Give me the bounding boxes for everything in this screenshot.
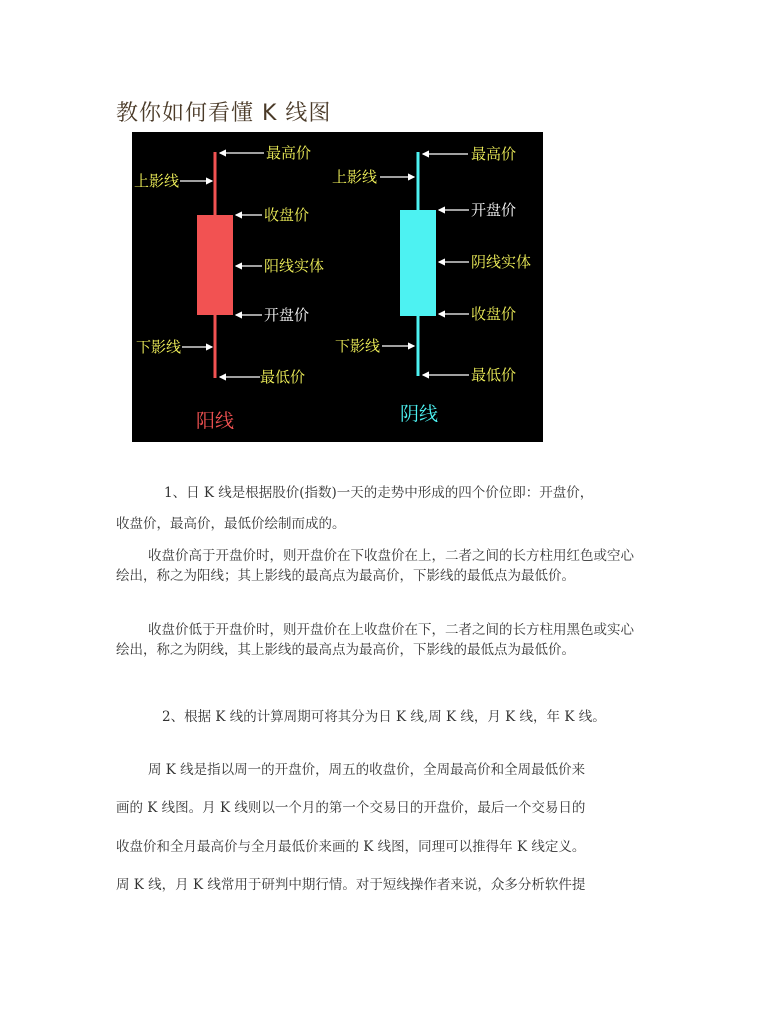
label-upper-shadow: 上影线 (134, 172, 180, 190)
paragraph-3: 收盘价低于开盘价时，则开盘价在上收盘价在下，二者之间的长方柱用黑色或实心绘出，称之为阴线，其上影线的最高点为最高价，下影线的最低点为最低价。 (116, 622, 634, 658)
label-close-right: 收盘价 (471, 305, 517, 323)
label-body: 阳线实体 (264, 257, 325, 275)
label-lower-shadow: 下影线 (136, 338, 182, 356)
label-body-right: 阴线实体 (471, 253, 532, 271)
label-highest: 最高价 (266, 144, 312, 162)
bullish-candle (134, 144, 324, 432)
label-lowest: 最低价 (260, 368, 306, 386)
bullish-body (197, 215, 233, 315)
label-close: 收盘价 (264, 206, 310, 224)
label-lower-shadow-right: 下影线 (335, 337, 381, 355)
label-highest-right: 最高价 (471, 145, 517, 163)
label-lowest-right: 最低价 (471, 366, 517, 384)
paragraph-4: 2、根据 K 线的计算周期可将其分为日 K 线,周 K 线，月 K 线，年 K 线。 (162, 709, 606, 725)
paragraph-5-line-4: 周 K 线，月 K 线常用于研判中期行情。对于短线操作者来说，众多分析软件提 (116, 877, 586, 893)
paragraph-1-line-1: 1、日 K 线是根据股价(指数)一天的走势中形成的四个价位即：开盘价， (164, 485, 594, 501)
label-open-right: 开盘价 (471, 201, 517, 219)
label-bullish-name: 阳线 (196, 410, 235, 432)
paragraph-5-line-3: 收盘价和全月最高价与全月最低价来画的 K 线图，同理可以推得年 K 线定义。 (116, 839, 586, 855)
bearish-body (400, 210, 436, 316)
page-title: 教你如何看懂 K 线图 (116, 101, 332, 126)
paragraph-1-line-2: 收盘价，最高价，最低价绘制而成的。 (116, 516, 346, 532)
paragraph-5-line-2: 画的 K 线图。月 K 线则以一个月的第一个交易日的开盘价，最后一个交易日的 (116, 800, 586, 816)
label-upper-shadow-right: 上影线 (332, 168, 378, 186)
label-bearish-name: 阴线 (400, 403, 439, 425)
bearish-candle (332, 145, 531, 425)
candlestick-diagram (132, 132, 543, 442)
label-open: 开盘价 (264, 306, 310, 324)
paragraph-2: 收盘价高于开盘价时，则开盘价在下收盘价在上，二者之间的长方柱用红色或空心绘出，称之为阳线；其上影线的最高点为最高价，下影线的最低点为最低价。 (116, 548, 634, 584)
paragraph-5-line-1: 周 K 线是指以周一的开盘价，周五的收盘价，全周最高价和全周最低价来 (148, 762, 586, 778)
